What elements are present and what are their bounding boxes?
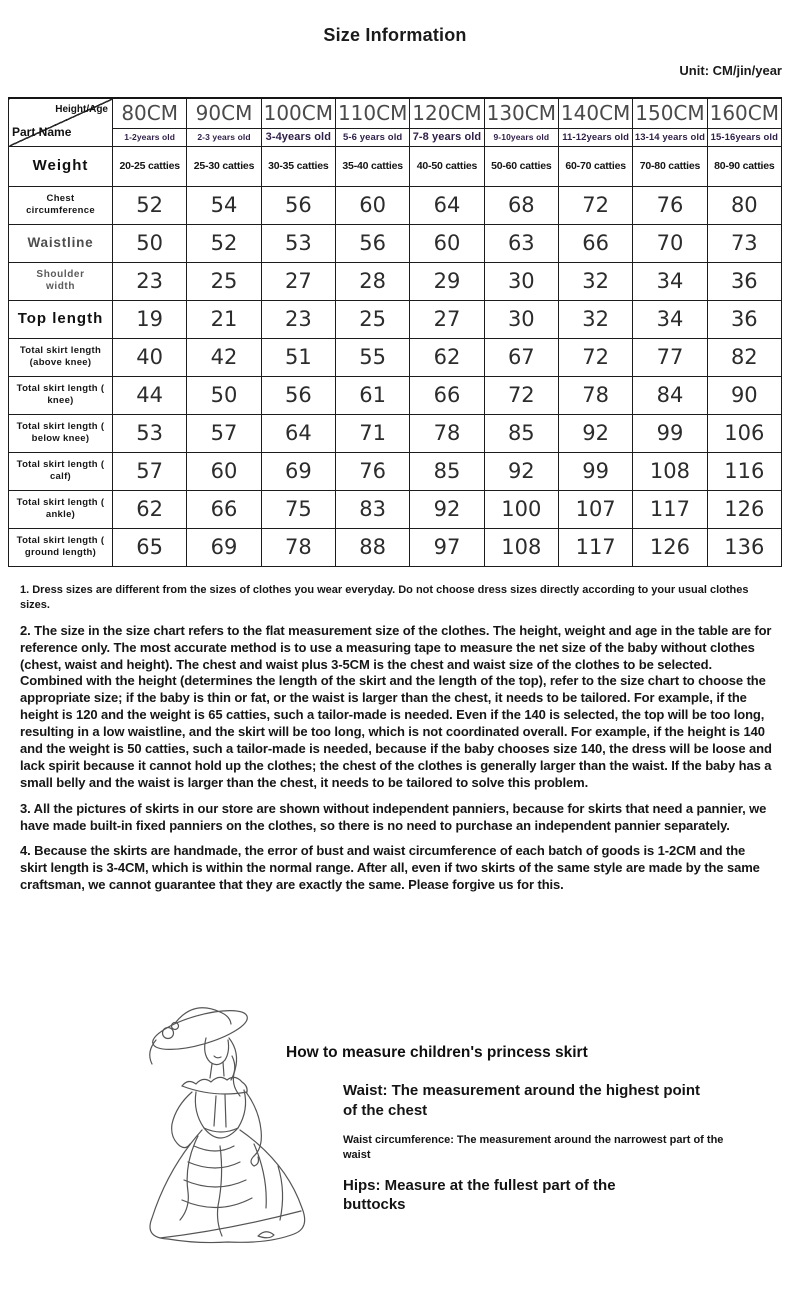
size-value-cell: 36 [707,300,781,338]
age-label: 3-4years old [261,128,335,146]
size-value-cell: 55 [335,338,409,376]
height-header-150cm: 150CM [633,98,707,128]
size-value-cell: 67 [484,338,558,376]
row-label: Total skirt length (above knee) [9,338,113,376]
size-value-cell: 100 [484,490,558,528]
size-value-cell: 34 [633,262,707,300]
size-value-cell: 80-90 catties [707,146,781,186]
size-value-cell: 54 [187,186,261,224]
height-header-120cm: 120CM [410,98,484,128]
size-value-cell: 97 [410,528,484,566]
size-value-cell: 34 [633,300,707,338]
measure-instruction: Waist circumference: The measurement around the narrowest part of the waist [343,1134,724,1161]
table-row [9,452,782,490]
size-value-cell: 76 [335,452,409,490]
age-label: 1-2years old [113,128,187,146]
size-value-cell: 56 [261,186,335,224]
size-value-cell: 60 [410,224,484,262]
size-value-cell: 57 [187,414,261,452]
size-value-cell: 90 [707,376,781,414]
height-header-90cm: 90CM [187,98,261,128]
size-value-cell: 27 [261,262,335,300]
note-paragraph: 2. The size in the size chart refers to the flat measurement size of the clothes. The height, weight and age in the table are for reference only. The most accurate method is to use a measuring tape to measure the net size of the baby without clothes (chest, waist and height). The chest and waist plus 3-5CM is the chest and waist size of the clothes to be selected. Combined with the height (determines the length of the skirt and the length of the top), refer to the size chart to choose the appropriate size; if the baby is thin or fat, or the waist is larger than the chest, it needs to be tailored. For example, if the height is 120 and the weight is 65 catties, such a tailor-made is needed. Even if the 140 is selected, the top will be too long, resulting in a low waistline, and the skirt will be too long, which is not coordinated overall. For example, if the height is 140 and the weight is 50 catties, such a tailor-made is needed, because if the baby chooses size 140, the dress will be loose and lack spirit because it cannot hold up the clothes; the chest of the clothes is generally larger than the waist. If the baby has a small belly and the waist is larger than the chest, it needs to be tailored to solve this problem. [20,622,772,790]
row-label: Total skirt length ( knee) [9,376,113,414]
size-value-cell: 85 [484,414,558,452]
unit-label: Unit: CM/jin/year [679,63,782,78]
size-value-cell: 72 [558,186,632,224]
size-value-cell: 85 [410,452,484,490]
size-value-cell: 64 [261,414,335,452]
size-table [8,97,782,567]
row-label: Weight [9,146,113,186]
size-value-cell: 25 [335,300,409,338]
size-value-cell: 107 [558,490,632,528]
row-label: Total skirt length ( ground length) [9,528,113,566]
corner-height-age-label: Height/Age [55,104,108,115]
row-label: Total skirt length ( below knee) [9,414,113,452]
size-value-cell: 83 [335,490,409,528]
size-value-cell: 136 [707,528,781,566]
measure-guide-heading: How to measure children's princess skirt [286,1044,588,1061]
size-value-cell: 68 [484,186,558,224]
size-value-cell: 65 [113,528,187,566]
size-value-cell: 75 [261,490,335,528]
table-row [9,224,782,262]
table-row [9,338,782,376]
row-label: Top length [9,300,113,338]
age-label: 2-3 years old [187,128,261,146]
size-value-cell: 29 [410,262,484,300]
size-value-cell: 99 [633,414,707,452]
size-value-cell: 50-60 catties [484,146,558,186]
size-value-cell: 66 [558,224,632,262]
measure-instruction: Hips: Measure at the fullest part of the buttocks [343,1176,616,1214]
height-header-100cm: 100CM [261,98,335,128]
size-value-cell: 82 [707,338,781,376]
notes-section [20,583,772,903]
size-value-cell: 88 [335,528,409,566]
size-value-cell: 126 [633,528,707,566]
size-value-cell: 28 [335,262,409,300]
size-value-cell: 66 [410,376,484,414]
size-value-cell: 126 [707,490,781,528]
size-value-cell: 21 [187,300,261,338]
age-label: 11-12years old [558,128,632,146]
size-value-cell: 52 [113,186,187,224]
size-value-cell: 76 [633,186,707,224]
age-label: 15-16years old [707,128,781,146]
size-value-cell: 19 [113,300,187,338]
size-value-cell: 56 [261,376,335,414]
size-value-cell: 116 [707,452,781,490]
size-value-cell: 92 [484,452,558,490]
table-row [9,528,782,566]
size-value-cell: 78 [261,528,335,566]
table-corner-cell [9,98,113,146]
height-header-80cm: 80CM [113,98,187,128]
note-paragraph: 1. Dress sizes are different from the sizes of clothes you wear everyday. Do not choose dress sizes directly according to your usual clothes sizes. [20,584,749,612]
size-value-cell: 36 [707,262,781,300]
size-value-cell: 27 [410,300,484,338]
size-value-cell: 25 [187,262,261,300]
height-header-110cm: 110CM [335,98,409,128]
table-row [9,146,782,186]
size-value-cell: 108 [484,528,558,566]
size-value-cell: 25-30 catties [187,146,261,186]
size-value-cell: 32 [558,300,632,338]
row-label: Shoulder width [9,262,113,300]
size-value-cell: 40-50 catties [410,146,484,186]
row-label: Total skirt length ( ankle) [9,490,113,528]
size-value-cell: 99 [558,452,632,490]
size-value-cell: 56 [335,224,409,262]
princess-dress-illustration [128,996,318,1246]
size-value-cell: 69 [187,528,261,566]
size-value-cell: 63 [484,224,558,262]
size-value-cell: 62 [410,338,484,376]
table-row [9,262,782,300]
size-value-cell: 92 [410,490,484,528]
size-value-cell: 70-80 catties [633,146,707,186]
table-row [9,300,782,338]
size-value-cell: 44 [113,376,187,414]
size-value-cell: 53 [113,414,187,452]
measure-guide-items [343,1081,741,1215]
size-value-cell: 78 [410,414,484,452]
height-header-160cm: 160CM [707,98,781,128]
size-value-cell: 51 [261,338,335,376]
table-row [9,414,782,452]
height-header-row [9,98,782,128]
size-value-cell: 30 [484,262,558,300]
size-value-cell: 52 [187,224,261,262]
size-value-cell: 106 [707,414,781,452]
height-header-130cm: 130CM [484,98,558,128]
size-value-cell: 30 [484,300,558,338]
size-value-cell: 72 [558,338,632,376]
height-header-140cm: 140CM [558,98,632,128]
measure-instruction: Waist: The measurement around the highest point of the chest [343,1082,700,1119]
size-value-cell: 60 [335,186,409,224]
size-value-cell: 80 [707,186,781,224]
size-value-cell: 53 [261,224,335,262]
note-paragraph: 3. All the pictures of skirts in our store are shown without independent panniers, because for skirts that need a pannier, we have made built-in fixed panniers on the clothes, so there is no need to purchase an independent pannier separately. [20,800,767,833]
row-label: Total skirt length ( calf) [9,452,113,490]
size-value-cell: 35-40 catties [335,146,409,186]
age-header-row [9,128,782,146]
size-value-cell: 84 [633,376,707,414]
size-value-cell: 70 [633,224,707,262]
size-value-cell: 72 [484,376,558,414]
row-label: Waistline [9,224,113,262]
age-label: 7-8 years old [410,128,484,146]
page-title: Size Information [323,25,467,45]
size-value-cell: 20-25 catties [113,146,187,186]
size-value-cell: 23 [113,262,187,300]
corner-part-name-label: Part Name [12,124,72,139]
size-value-cell: 78 [558,376,632,414]
size-value-cell: 71 [335,414,409,452]
size-value-cell: 117 [558,528,632,566]
size-value-cell: 77 [633,338,707,376]
row-label: Chest circumference [9,186,113,224]
size-value-cell: 60 [187,452,261,490]
size-value-cell: 64 [410,186,484,224]
size-value-cell: 117 [633,490,707,528]
table-row [9,376,782,414]
age-label: 13-14 years old [633,128,707,146]
size-value-cell: 50 [113,224,187,262]
size-value-cell: 40 [113,338,187,376]
size-value-cell: 30-35 catties [261,146,335,186]
table-row [9,490,782,528]
size-value-cell: 73 [707,224,781,262]
age-label: 5-6 years old [335,128,409,146]
size-value-cell: 60-70 catties [558,146,632,186]
size-value-cell: 66 [187,490,261,528]
size-value-cell: 108 [633,452,707,490]
size-value-cell: 23 [261,300,335,338]
size-value-cell: 92 [558,414,632,452]
note-paragraph: 4. Because the skirts are handmade, the error of bust and waist circumference of each batch of goods is 1-2CM and the skirt length is 3-4CM, which is within the normal range. After all, even if two skirts of the same style are made by the same craftsman, we cannot guarantee that they are exactly the same. Please forgive us for this. [20,843,760,893]
size-value-cell: 57 [113,452,187,490]
table-row [9,186,782,224]
size-value-cell: 69 [261,452,335,490]
size-value-cell: 62 [113,490,187,528]
size-value-cell: 50 [187,376,261,414]
size-value-cell: 32 [558,262,632,300]
size-value-cell: 61 [335,376,409,414]
size-value-cell: 42 [187,338,261,376]
age-label: 9-10years old [484,128,558,146]
